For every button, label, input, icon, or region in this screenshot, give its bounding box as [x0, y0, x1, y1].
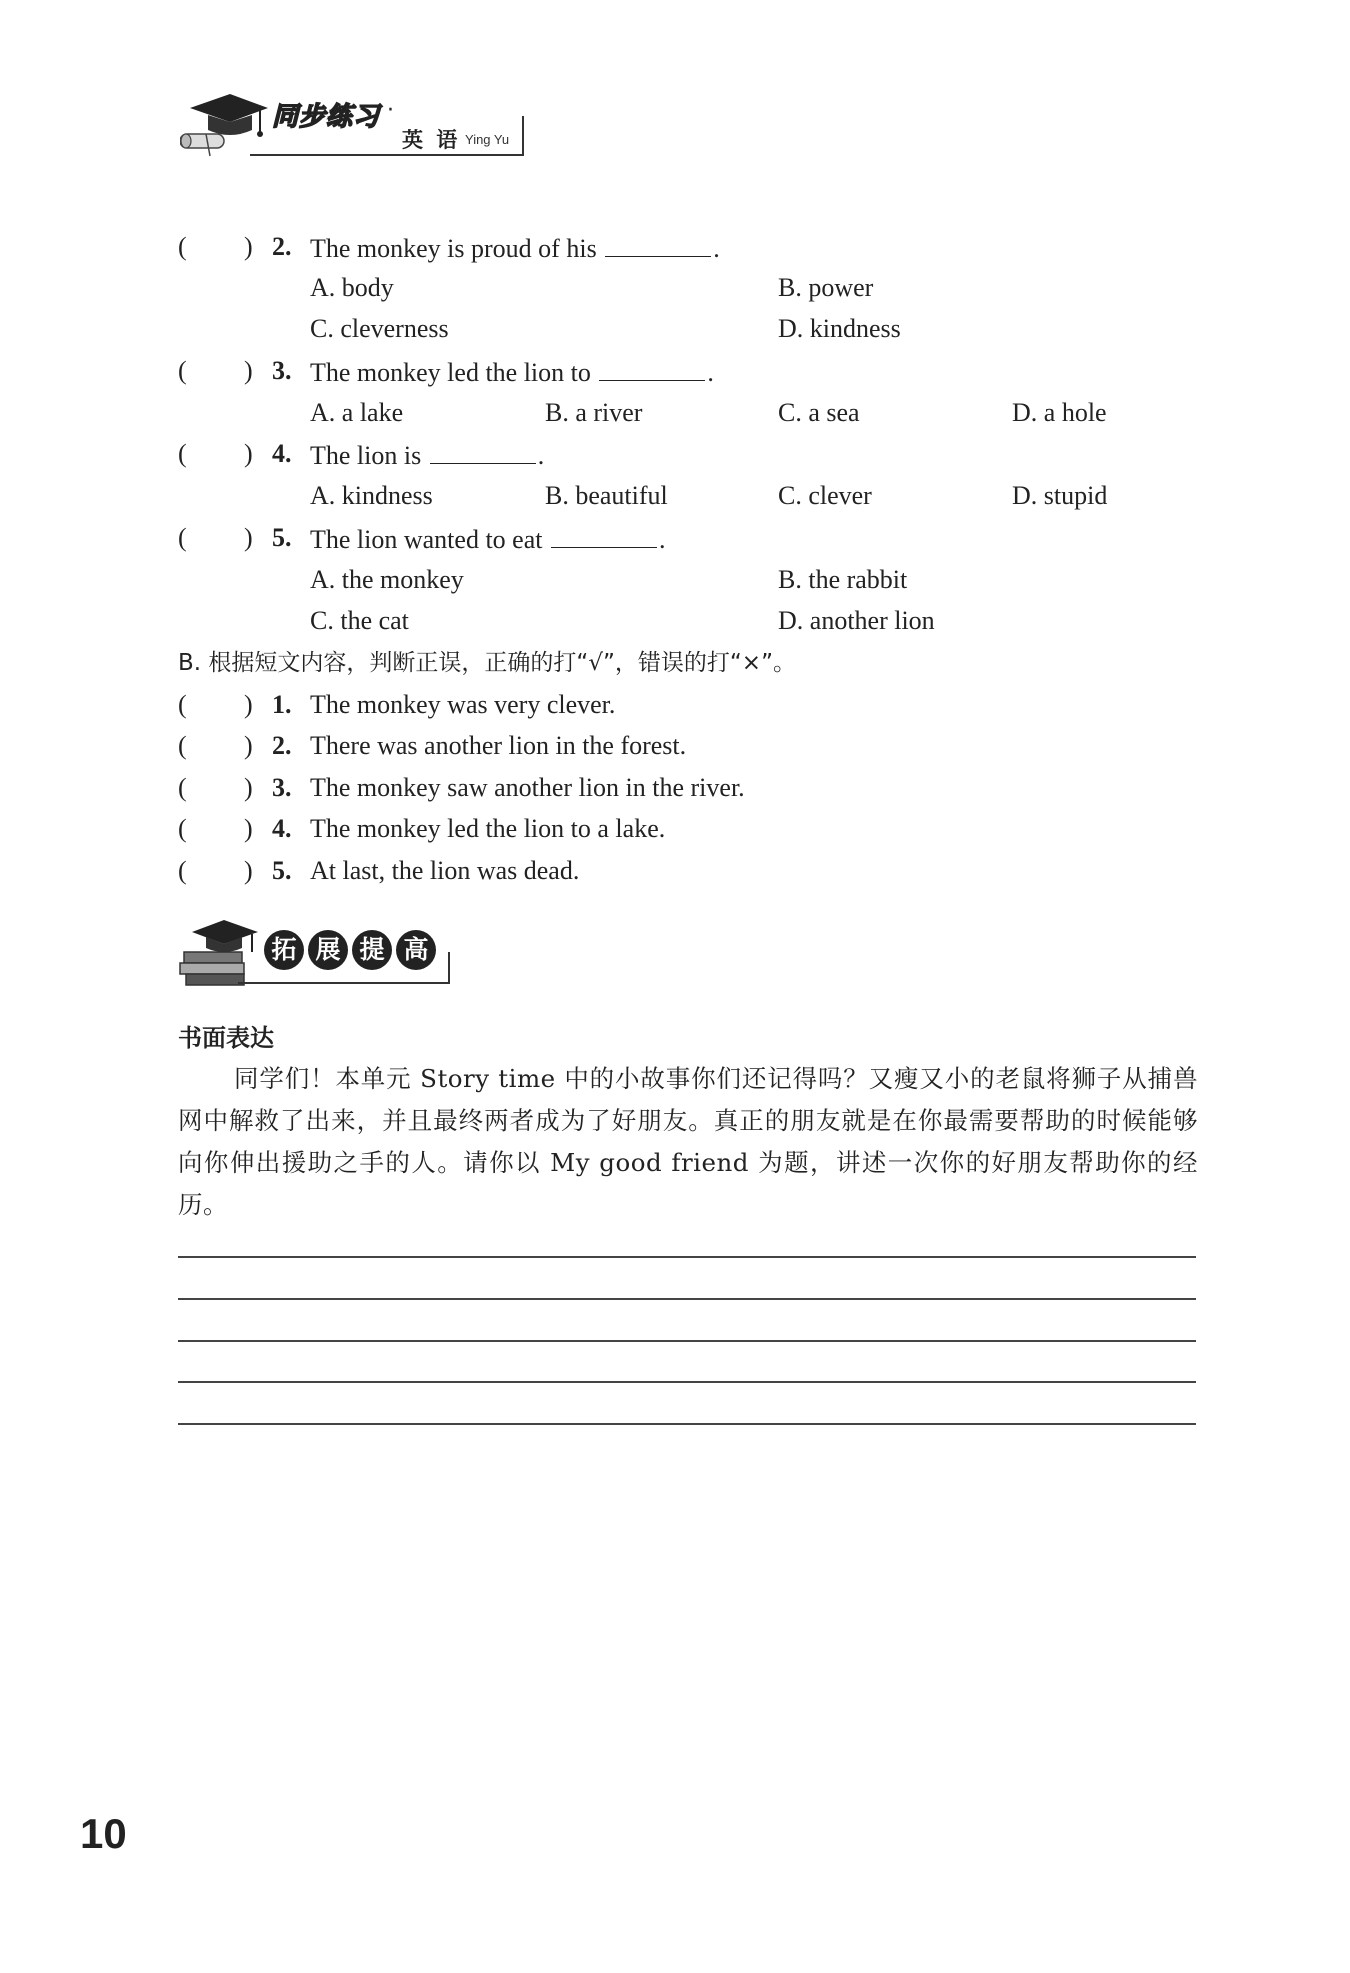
statement-number: 3.: [272, 773, 292, 802]
answer-paren-left: (: [178, 439, 187, 468]
answer-paren-left: (: [178, 690, 187, 719]
book-header: [180, 88, 525, 158]
option-d: D. kindness: [778, 314, 901, 343]
answer-blank[interactable]: [551, 521, 657, 548]
answer-blank[interactable]: [430, 437, 536, 464]
answer-paren-left: (: [178, 731, 187, 760]
option-c: C. clever: [778, 481, 872, 510]
option-c: C. the cat: [310, 606, 409, 635]
question-text: The lion wanted to eat .: [310, 521, 665, 557]
option-a: A. a lake: [310, 398, 404, 427]
answer-paren-right: ): [244, 356, 253, 385]
banner-char: 拓: [264, 930, 304, 970]
answer-paren-right: ): [244, 439, 253, 468]
question-text: The lion is .: [310, 437, 544, 473]
option-b: B. a river: [545, 398, 643, 427]
question-text: The monkey is proud of his .: [310, 230, 720, 266]
statement-number: 2.: [272, 731, 292, 760]
books-cap-icon: [178, 912, 264, 990]
option-c: C. a sea: [778, 398, 860, 427]
graduation-cap-icon: [180, 88, 270, 160]
subject-pinyin: Ying Yu: [465, 132, 510, 147]
title-dot: ·: [387, 98, 394, 123]
answer-paren-right: ): [244, 856, 253, 885]
answer-paren-right: ): [244, 523, 253, 552]
statement-text: The monkey led the lion to a lake.: [310, 814, 666, 843]
answer-paren-right: ): [244, 773, 253, 802]
answer-paren-right: ): [244, 690, 253, 719]
answer-paren-right: ): [244, 814, 253, 843]
question-number: 4.: [272, 439, 292, 468]
option-b: B. the rabbit: [778, 565, 908, 594]
writing-line[interactable]: [178, 1256, 1196, 1258]
writing-line[interactable]: [178, 1381, 1196, 1383]
option-a: A. kindness: [310, 481, 433, 510]
section-banner: [178, 912, 450, 990]
subject-label: 英 语: [402, 128, 461, 152]
writing-line[interactable]: [178, 1423, 1196, 1425]
banner-char: 提: [352, 930, 392, 970]
statement-text: The monkey was very clever.: [310, 690, 616, 719]
answer-paren-left: (: [178, 814, 187, 843]
writing-line[interactable]: [178, 1340, 1196, 1342]
answer-paren-right: ): [244, 731, 253, 760]
option-c: C. cleverness: [310, 314, 449, 343]
answer-paren-right: ): [244, 232, 253, 261]
writing-line[interactable]: [178, 1298, 1196, 1300]
answer-blank[interactable]: [605, 230, 711, 257]
statement-number: 1.: [272, 690, 292, 719]
statement-text: The monkey saw another lion in the river.: [310, 773, 745, 802]
page-number: 10: [80, 1810, 127, 1857]
answer-blank[interactable]: [599, 354, 705, 381]
banner-underline: [238, 982, 450, 984]
writing-title: 书面表达: [178, 1024, 274, 1052]
banner-char: 高: [396, 930, 436, 970]
option-d: D. a hole: [1012, 398, 1107, 427]
option-b: B. beautiful: [545, 481, 668, 510]
answer-paren-left: (: [178, 856, 187, 885]
header-corner-line: [522, 116, 524, 156]
answer-paren-left: (: [178, 232, 187, 261]
writing-prompt: 同学们！本单元 Story time 中的小故事你们还记得吗？又瘦又小的老鼠将狮子从捕兽网中解救了出来，并且最终两者成为了好朋友。真正的朋友就是在你最需要帮助的时候能够向你伸出援助之手的人。请你以 My good friend 为题，讲述一次你的好朋友帮助你的经历。: [178, 1064, 1198, 1219]
option-a: A. the monkey: [310, 565, 464, 594]
option-d: D. another lion: [778, 606, 935, 635]
answer-paren-left: (: [178, 356, 187, 385]
statement-number: 4.: [272, 814, 292, 843]
option-b: B. power: [778, 273, 874, 302]
question-text: The monkey led the lion to .: [310, 354, 714, 390]
banner-corner-line: [448, 952, 450, 984]
statement-text: At last, the lion was dead.: [310, 856, 580, 885]
answer-paren-left: (: [178, 523, 187, 552]
question-number: 5.: [272, 523, 292, 552]
header-underline: [250, 154, 523, 156]
option-d: D. stupid: [1012, 481, 1108, 510]
statement-text: There was another lion in the forest.: [310, 731, 687, 760]
series-title: 同步练习: [272, 102, 381, 132]
statement-number: 5.: [272, 856, 292, 885]
question-number: 3.: [272, 356, 292, 385]
answer-paren-left: (: [178, 773, 187, 802]
option-a: A. body: [310, 273, 394, 302]
banner-char: 展: [308, 930, 348, 970]
question-number: 2.: [272, 232, 292, 261]
part-b-instruction: B. 根据短文内容，判断正误，正确的打“√”，错误的打“×”。: [178, 650, 796, 676]
